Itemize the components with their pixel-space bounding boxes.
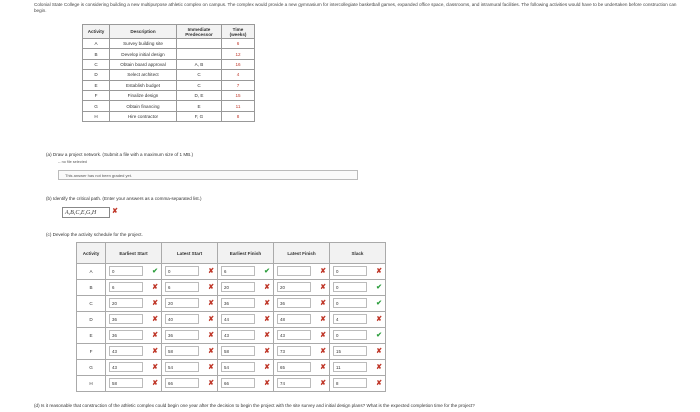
slack-cell: [330, 296, 386, 312]
incorrect-icon: ✘: [152, 300, 158, 307]
part-a-question: (a) Draw a project network. (Submit a file with a maximum size of 1 MB.): [46, 152, 194, 157]
incorrect-icon: ✘: [152, 364, 158, 371]
activity-predecessor-cell: E: [177, 101, 222, 111]
problem-intro: Colonial State College is considering building a new multipurpose athletic complex on campus. The complex would provide a new gymnasium for intercollegiate basketball games, expanded office space, classrooms, and intramural facilities. The following activities would have to be undertaken before construction can begin.: [34, 2, 677, 13]
incorrect-icon: ✘: [208, 316, 214, 323]
incorrect-icon: ✘: [376, 316, 382, 323]
slack-input[interactable]: 0: [333, 266, 367, 276]
schedule-row: [77, 344, 386, 360]
latest-finish-cell: [274, 344, 330, 360]
part-d-underlined: reasonable that construction: [49, 403, 108, 408]
latest-finish-input[interactable]: 36: [277, 298, 311, 308]
latest-finish-cell: [274, 312, 330, 328]
correct-icon: ✔: [264, 268, 270, 275]
activity-row: [83, 90, 255, 100]
incorrect-icon: ✘: [320, 380, 326, 387]
activity-time-cell: 6: [222, 39, 255, 49]
latest-start-cell: [162, 296, 218, 312]
earliest-finish-cell: [218, 360, 274, 376]
col-predecessor: Immediate Predecessor: [177, 25, 222, 39]
sched-col-earliest-finish: Earliest Finish: [218, 243, 274, 264]
activity-activity-cell: G: [83, 101, 110, 111]
latest-start-input[interactable]: 0: [165, 266, 199, 276]
col-activity: Activity: [83, 25, 110, 39]
earliest-start-input[interactable]: 58: [109, 378, 143, 388]
latest-finish-input[interactable]: 43: [277, 330, 311, 340]
latest-start-cell: [162, 280, 218, 296]
correct-icon: ✔: [152, 268, 158, 275]
schedule-row: [77, 328, 386, 344]
earliest-finish-input[interactable]: 36: [221, 298, 255, 308]
earliest-finish-cell: [218, 280, 274, 296]
correct-icon: ✔: [376, 284, 382, 291]
incorrect-icon: ✘: [208, 348, 214, 355]
earliest-start-input[interactable]: 43: [109, 362, 143, 372]
activity-predecessor-cell: [177, 49, 222, 59]
activity-predecessor-cell: C: [177, 80, 222, 90]
incorrect-icon: ✘: [264, 300, 270, 307]
schedule-activity-cell: C: [77, 296, 106, 312]
latest-start-cell: [162, 264, 218, 280]
col-description: Description: [110, 25, 177, 39]
earliest-finish-cell: [218, 328, 274, 344]
earliest-finish-cell: [218, 312, 274, 328]
incorrect-icon: ✘: [152, 348, 158, 355]
activity-time-cell: 11: [222, 101, 255, 111]
correct-icon: ✔: [376, 332, 382, 339]
earliest-start-cell: [106, 280, 162, 296]
activity-time-cell: 16: [222, 59, 255, 69]
latest-finish-input[interactable]: 74: [277, 378, 311, 388]
earliest-finish-cell: [218, 296, 274, 312]
incorrect-icon: ✘: [152, 284, 158, 291]
incorrect-icon: ✘: [208, 300, 214, 307]
incorrect-icon: ✘: [264, 332, 270, 339]
earliest-finish-input[interactable]: 6: [221, 266, 255, 276]
schedule-activity-cell: F: [77, 344, 106, 360]
earliest-start-cell: [106, 344, 162, 360]
activity-activity-cell: A: [83, 39, 110, 49]
earliest-start-input[interactable]: 6: [109, 282, 143, 292]
activity-description-cell: Obtain board approval: [110, 59, 177, 69]
schedule-activity-cell: E: [77, 328, 106, 344]
activity-description-cell: Select architect: [110, 70, 177, 80]
schedule-row: [77, 312, 386, 328]
incorrect-icon: ✘: [320, 300, 326, 307]
incorrect-icon: ✘: [320, 348, 326, 355]
schedule-row: [77, 280, 386, 296]
incorrect-icon: ✘: [208, 332, 214, 339]
earliest-start-input[interactable]: 0: [109, 266, 143, 276]
latest-start-cell: [162, 344, 218, 360]
earliest-finish-input[interactable]: 20: [221, 282, 255, 292]
incorrect-icon: ✘: [376, 348, 382, 355]
latest-start-input[interactable]: 40: [165, 314, 199, 324]
incorrect-icon: ✘: [264, 316, 270, 323]
activity-row: [83, 111, 255, 121]
latest-finish-cell: [274, 264, 330, 280]
incorrect-icon: ✘: [152, 332, 158, 339]
earliest-start-input[interactable]: 20: [109, 298, 143, 308]
activity-row: [83, 101, 255, 111]
activity-activity-cell: H: [83, 111, 110, 121]
schedule-row: [77, 376, 386, 392]
incorrect-icon: ✘: [320, 364, 326, 371]
schedule-activity-cell: A: [77, 264, 106, 280]
latest-finish-input[interactable]: 73: [277, 346, 311, 356]
incorrect-icon: ✘: [152, 380, 158, 387]
earliest-start-cell: [106, 312, 162, 328]
earliest-finish-cell: [218, 376, 274, 392]
schedule-activity-cell: H: [77, 376, 106, 392]
critical-path-input[interactable]: A,B,C,E,G,H: [62, 207, 110, 218]
sched-col-latest-start: Latest Start: [162, 243, 218, 264]
earliest-start-cell: [106, 264, 162, 280]
incorrect-icon: ✘: [264, 284, 270, 291]
latest-start-input[interactable]: 6: [165, 282, 199, 292]
schedule-activity-cell: G: [77, 360, 106, 376]
activity-predecessor-cell: A, B: [177, 59, 222, 69]
activity-time-cell: 4: [222, 70, 255, 80]
schedule-activity-cell: B: [77, 280, 106, 296]
latest-finish-cell: [274, 360, 330, 376]
file-status: -- no file selected: [58, 160, 87, 164]
schedule-row: [77, 264, 386, 280]
latest-start-cell: [162, 376, 218, 392]
incorrect-icon: ✘: [376, 380, 382, 387]
slack-cell: [330, 312, 386, 328]
latest-finish-input[interactable]: 48: [277, 314, 311, 324]
activity-row: [83, 80, 255, 90]
activity-description-cell: Survey building site: [110, 39, 177, 49]
col-time: Time (weeks): [222, 25, 255, 39]
slack-cell: [330, 360, 386, 376]
latest-finish-cell: [274, 296, 330, 312]
incorrect-icon: ✘: [208, 380, 214, 387]
earliest-start-cell: [106, 360, 162, 376]
earliest-finish-input[interactable]: 44: [221, 314, 255, 324]
slack-cell: [330, 376, 386, 392]
activity-description-cell: Obtain financing: [110, 101, 177, 111]
incorrect-icon: ✘: [320, 316, 326, 323]
schedule-activity-cell: D: [77, 312, 106, 328]
latest-start-cell: [162, 328, 218, 344]
schedule-row: [77, 296, 386, 312]
slack-input[interactable]: 0: [333, 282, 367, 292]
sched-col-latest-finish: Latest Finish: [274, 243, 330, 264]
slack-input[interactable]: 8: [333, 378, 367, 388]
activity-activity-cell: C: [83, 59, 110, 69]
activity-row: [83, 39, 255, 49]
activity-activity-cell: D: [83, 70, 110, 80]
activity-predecessor-cell: [177, 39, 222, 49]
sched-col-earliest-start: Earliest Start: [106, 243, 162, 264]
latest-start-cell: [162, 312, 218, 328]
latest-finish-input[interactable]: [277, 266, 311, 276]
activity-table-body: [83, 39, 255, 122]
activity-time-cell: 7: [222, 80, 255, 90]
latest-finish-cell: [274, 280, 330, 296]
sched-col-activity: Activity: [77, 243, 106, 264]
slack-input[interactable]: 15: [333, 346, 367, 356]
earliest-start-cell: [106, 328, 162, 344]
schedule-table-body: [77, 264, 386, 392]
incorrect-icon: ✘: [376, 268, 382, 275]
incorrect-icon: ✘: [376, 364, 382, 371]
activity-time-cell: 15: [222, 90, 255, 100]
incorrect-icon: ✘: [208, 268, 214, 275]
sched-col-slack: Slack: [330, 243, 386, 264]
activity-description-cell: Establish budget: [110, 80, 177, 90]
activity-predecessor-cell: F, G: [177, 111, 222, 121]
activity-table: [82, 24, 255, 122]
slack-cell: [330, 328, 386, 344]
earliest-start-input[interactable]: 36: [109, 330, 143, 340]
earliest-finish-input[interactable]: 58: [221, 346, 255, 356]
incorrect-icon: ✘: [320, 284, 326, 291]
earliest-finish-cell: [218, 264, 274, 280]
slack-input[interactable]: 4: [333, 314, 367, 324]
activity-predecessor-cell: D, E: [177, 90, 222, 100]
incorrect-icon: ✘: [264, 380, 270, 387]
slack-input[interactable]: 0: [333, 298, 367, 308]
part-c-question: (c) Develop the activity schedule for the project.: [46, 232, 143, 237]
slack-input[interactable]: 11: [333, 362, 367, 372]
activity-row: [83, 59, 255, 69]
latest-finish-input[interactable]: 65: [277, 362, 311, 372]
part-d-rest: of the athletic complex could begin one year after the decision to begin the project with the site survey and initial design plans? What is the expected completion time for the project?: [107, 403, 475, 408]
graded-note: This answer has not been graded yet.: [58, 170, 358, 180]
schedule-table: [76, 242, 386, 392]
incorrect-icon: ✘: [320, 332, 326, 339]
part-b-question: (b) Identify the critical path. (Enter your answers as a comma-separated list.): [46, 196, 202, 201]
activity-description-cell: Hire contractor: [110, 111, 177, 121]
incorrect-icon: ✘: [264, 348, 270, 355]
activity-predecessor-cell: C: [177, 70, 222, 80]
incorrect-icon: ✘: [208, 364, 214, 371]
latest-start-input[interactable]: 66: [165, 378, 199, 388]
part-d-question: [34, 403, 694, 408]
latest-start-input[interactable]: 54: [165, 362, 199, 372]
activity-description-cell: Develop initial design: [110, 49, 177, 59]
activity-time-cell: 8: [222, 111, 255, 121]
latest-start-cell: [162, 360, 218, 376]
correct-icon: ✔: [376, 300, 382, 307]
incorrect-icon: ✘: [112, 208, 118, 215]
earliest-finish-input[interactable]: 54: [221, 362, 255, 372]
schedule-row: [77, 360, 386, 376]
slack-input[interactable]: 0: [333, 330, 367, 340]
latest-finish-input[interactable]: 20: [277, 282, 311, 292]
latest-start-input[interactable]: 36: [165, 330, 199, 340]
earliest-start-input[interactable]: 43: [109, 346, 143, 356]
latest-finish-cell: [274, 376, 330, 392]
slack-cell: [330, 344, 386, 360]
activity-activity-cell: E: [83, 80, 110, 90]
activity-activity-cell: B: [83, 49, 110, 59]
earliest-finish-cell: [218, 344, 274, 360]
slack-cell: [330, 280, 386, 296]
earliest-start-input[interactable]: 36: [109, 314, 143, 324]
earliest-finish-input[interactable]: 66: [221, 378, 255, 388]
latest-start-input[interactable]: 20: [165, 298, 199, 308]
activity-row: [83, 70, 255, 80]
incorrect-icon: ✘: [264, 364, 270, 371]
activity-description-cell: Finalize design: [110, 90, 177, 100]
activity-time-cell: 12: [222, 49, 255, 59]
earliest-start-cell: [106, 296, 162, 312]
activity-row: [83, 49, 255, 59]
latest-start-input[interactable]: 58: [165, 346, 199, 356]
activity-activity-cell: F: [83, 90, 110, 100]
latest-finish-cell: [274, 328, 330, 344]
slack-cell: [330, 264, 386, 280]
part-d-prefix: (d) Is it: [34, 403, 50, 408]
incorrect-icon: ✘: [152, 316, 158, 323]
incorrect-icon: ✘: [208, 284, 214, 291]
earliest-start-cell: [106, 376, 162, 392]
earliest-finish-input[interactable]: 43: [221, 330, 255, 340]
incorrect-icon: ✘: [320, 268, 326, 275]
